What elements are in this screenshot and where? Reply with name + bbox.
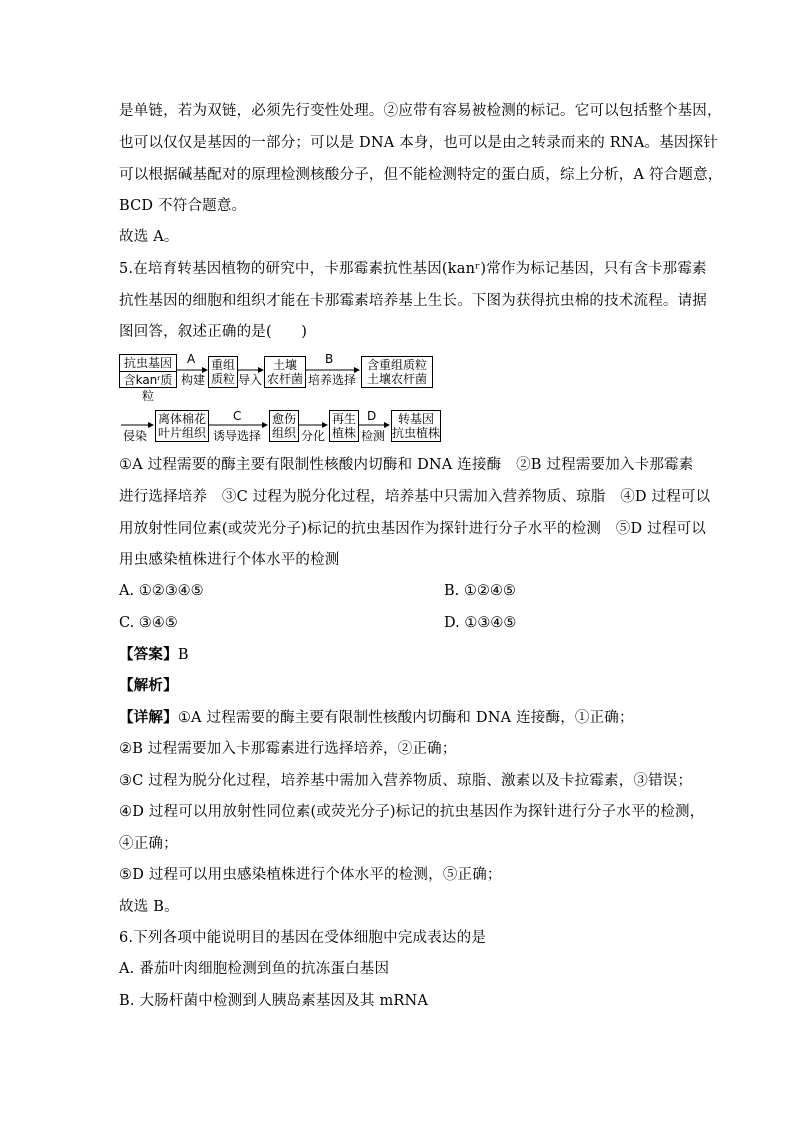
detail-line: ③C 过程为脱分化过程，培养基中需加入营养物质、琼脂、激素以及卡拉霉素，③错误；: [119, 773, 693, 789]
question-5-statement: 用虫感染植株进行个体水平的检测: [119, 552, 340, 568]
step-d-sub: 检测: [361, 429, 386, 443]
question-5-statement: 用放射性同位素(或荧光分子)标记的抗虫基因作为探针进行分子水平的检测 ⑤D 过程可以: [119, 521, 706, 537]
question-5-stem: 图回答，叙述正确的是( ): [119, 324, 308, 340]
answer-line: [119, 645, 189, 665]
answer-label: 【答案】: [119, 646, 178, 663]
source-box: [119, 354, 177, 403]
text-line: 故选 A。: [119, 229, 179, 245]
agrobacterium-box: 土壤 农杆菌: [264, 356, 306, 388]
detail-line: [119, 708, 634, 728]
recombinant-agrobacterium-box: 含重组质粒 土壤农杆菌: [361, 356, 433, 388]
step-c-sub: 诱导选择: [213, 429, 262, 443]
transgenic-plant-box: 转基因 抗虫植株: [392, 412, 441, 440]
option-d: D. ①③④⑤: [444, 615, 517, 631]
text-line: 可以根据碱基配对的原理检测核酸分子，但不能检测特定的蛋白质，综上分析，A 符合题意，: [119, 167, 723, 183]
text-line: BCD 不符合题意。: [119, 198, 247, 214]
detail-text: ①A 过程需要的酶主要有限制性核酸内切酶和 DNA 连接酶，①正确；: [177, 710, 634, 726]
option-b: B. ①②④⑤: [444, 583, 516, 599]
detail-label: 【详解】: [119, 709, 178, 726]
step-d-label: D: [367, 409, 377, 423]
box-plasmid-label: 含kanʳ质粒: [123, 373, 173, 403]
text-line: 也可以仅仅是基因的一部分；可以是 DNA 本身，也可以是由之转录而来的 RNA。基因探针: [119, 135, 718, 151]
option-c: C. ③④⑤: [119, 615, 178, 631]
question-5-statement: ①A 过程需要的酶主要有限制性核酸内切酶和 DNA 连接酶 ②B 过程需要加入卡那霉素: [119, 457, 694, 473]
question-6-stem: 6.下列各项中能说明目的基因在受体细胞中完成表达的是: [119, 930, 487, 946]
analysis-label: 【解析】: [119, 677, 178, 694]
recombinant-plasmid-box: 重组 质粒: [208, 356, 238, 388]
step-b-sub: 培养选择: [308, 373, 357, 387]
callus-box: 愈伤 组织: [269, 410, 299, 442]
infect-label: 侵染: [123, 429, 148, 443]
regenerated-plant-box: 再生 植株: [329, 410, 359, 442]
flow-diagram: [119, 352, 449, 444]
detail-line: ②B 过程需要加入卡那霉素进行选择培养，②正确；: [119, 741, 457, 757]
question-6-option-a: A. 番茄叶肉细胞检测到鱼的抗冻蛋白基因: [119, 961, 390, 977]
step-c-label: C: [233, 409, 242, 423]
step-a-label: A: [187, 352, 196, 366]
detail-line: 故选 B。: [119, 899, 179, 915]
step-b-label: B: [325, 352, 334, 366]
import-label: 导入: [238, 373, 263, 387]
detail-line: ⑤D 过程可以用虫感染植株进行个体水平的检测，⑤正确；: [119, 867, 502, 883]
answer-value: B: [177, 647, 189, 663]
box-gene-label: 抗虫基因: [120, 355, 176, 372]
detail-line: ④正确；: [119, 836, 178, 852]
leaf-tissue-box: 离体棉花 叶片组织: [155, 410, 209, 442]
question-5-stem: 抗性基因的细胞和组织才能在卡那霉素培养基上生长。下图为获得抗虫棉的技术流程。请据: [119, 293, 707, 309]
text-line: 是单链，若为双链，必须先行变性处理。②应带有容易被检测的标记。它可以包括整个基因，: [119, 103, 722, 119]
detail-line: ④D 过程可以用放射性同位素(或荧光分子)标记的抗虫基因作为探针进行分子水平的检测，: [119, 804, 705, 820]
question-5-statement: 进行选择培养 ③C 过程为脱分化过程，培养基中只需加入营养物质、琼脂 ④D 过程可以: [119, 489, 711, 505]
question-6-option-b: B. 大肠杆菌中检测到人胰岛素基因及其 mRNA: [119, 993, 429, 1009]
question-5-stem: 5.在培育转基因植物的研究中，卡那霉素抗性基因(kanʳ)常作为标记基因，只有含卡那霉素: [119, 261, 707, 277]
differentiation-label: 分化: [301, 429, 326, 443]
option-a: A. ①②③④⑤: [119, 583, 204, 599]
step-a-sub: 构建: [181, 373, 206, 387]
